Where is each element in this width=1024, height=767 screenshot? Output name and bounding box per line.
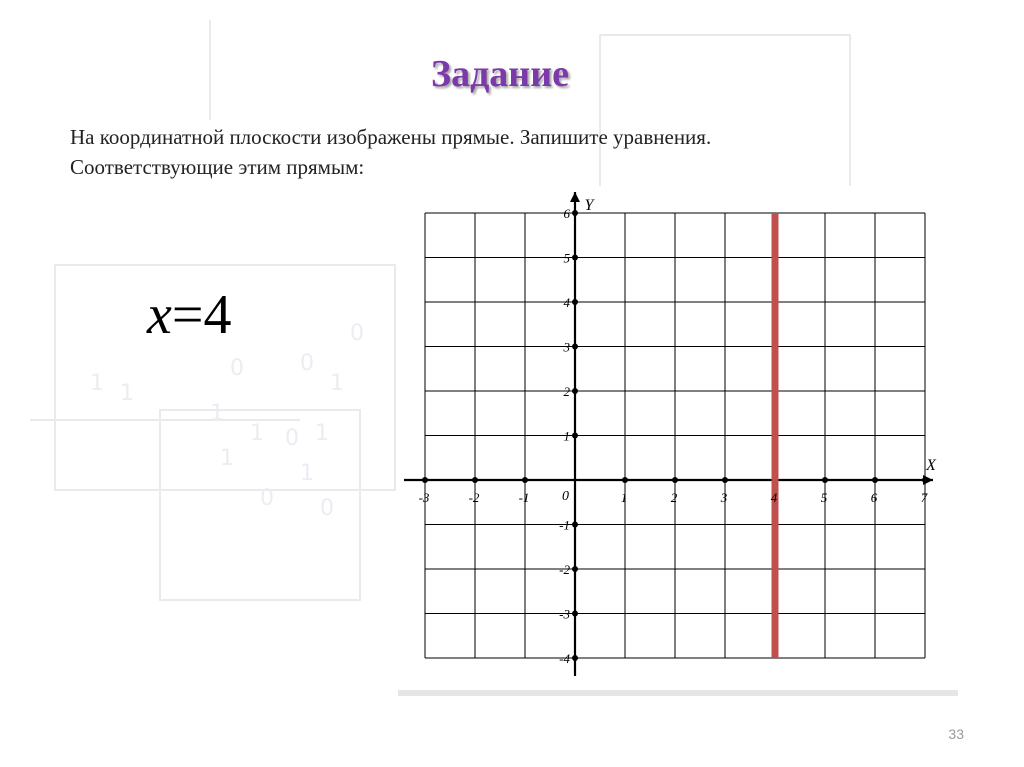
x-tick-dot [922, 477, 928, 483]
coordinate-plane-chart [398, 186, 958, 696]
svg-text:1: 1 [120, 381, 134, 406]
x-tick-label: -2 [468, 490, 480, 505]
y-tick-dot [572, 655, 578, 661]
svg-text:1: 1 [90, 371, 104, 396]
instruction-line-2: Соответствующие этим прямым: [70, 155, 365, 179]
x-tick-label: -1 [518, 490, 530, 505]
equation [147, 283, 231, 347]
x-tick-label: 4 [770, 490, 778, 505]
svg-text:0: 0 [320, 496, 334, 521]
axes-layer [404, 192, 933, 676]
svg-text:1: 1 [250, 421, 264, 446]
y-axis-arrow [570, 192, 580, 202]
svg-text:0: 0 [350, 321, 364, 346]
x-tick-label: -3 [418, 490, 430, 505]
slide-title: Задание [431, 53, 569, 95]
x-tick-label: 7 [920, 490, 928, 505]
y-tick-dot [572, 344, 578, 350]
y-tick-label: -3 [559, 606, 570, 622]
equation-equals: = [171, 284, 204, 346]
svg-text:1: 1 [300, 461, 314, 486]
y-axis-label: Y [584, 197, 594, 214]
panel-bottom-shade [398, 690, 958, 696]
x-tick-dot [422, 477, 428, 483]
y-tick-label: 1 [563, 428, 570, 444]
y-tick-dot [572, 255, 578, 261]
svg-text:1: 1 [315, 421, 329, 446]
svg-text:1: 1 [330, 371, 344, 396]
x-tick-dot [522, 477, 528, 483]
x-tick-label: 3 [720, 490, 728, 505]
svg-text:1: 1 [220, 446, 234, 471]
x-tick-dot [622, 477, 628, 483]
y-tick-label: 3 [563, 339, 570, 355]
y-tick-label: -2 [559, 562, 570, 577]
task-instruction [70, 122, 930, 182]
y-tick-dot [572, 611, 578, 617]
y-tick-label: -4 [559, 651, 570, 666]
y-tick-dot [572, 566, 578, 572]
grid-layer [425, 213, 925, 658]
x-axis-label: X [926, 457, 936, 474]
equation-value: 4 [203, 284, 232, 346]
coordinate-plane-panel [398, 186, 958, 696]
x-tick-dot [672, 477, 678, 483]
svg-text:0: 0 [300, 351, 314, 376]
svg-text:0: 0 [230, 356, 244, 381]
y-tick-dot [572, 522, 578, 528]
page-number: 33 [948, 726, 964, 742]
y-tick-label: -1 [559, 517, 570, 533]
x-tick-dot [822, 477, 828, 483]
svg-text:0: 0 [260, 486, 274, 511]
x-tick-dot [722, 477, 728, 483]
x-tick-label: 5 [820, 490, 828, 505]
svg-text:0: 0 [285, 426, 299, 451]
y-tick-label: 4 [563, 295, 570, 310]
x-tick-label: 2 [670, 490, 678, 505]
x-tick-label: 6 [870, 490, 878, 505]
labels-layer [419, 197, 938, 666]
y-tick-dot [572, 433, 578, 439]
y-tick-label: 5 [563, 250, 570, 266]
equation-variable: x [147, 284, 172, 346]
y-tick-label: 2 [563, 384, 570, 399]
y-tick-dot [572, 210, 578, 216]
x-tick-label: 1 [620, 490, 628, 505]
svg-text:1: 1 [210, 401, 224, 426]
origin-label: 0 [562, 489, 569, 504]
x-tick-dot [872, 477, 878, 483]
y-tick-label: 6 [563, 206, 570, 221]
instruction-line-1: На координатной плоскости изображены прямые. Запишите уравнения. [70, 125, 712, 149]
y-tick-dot [572, 299, 578, 305]
x-tick-dot [472, 477, 478, 483]
y-tick-dot [572, 388, 578, 394]
